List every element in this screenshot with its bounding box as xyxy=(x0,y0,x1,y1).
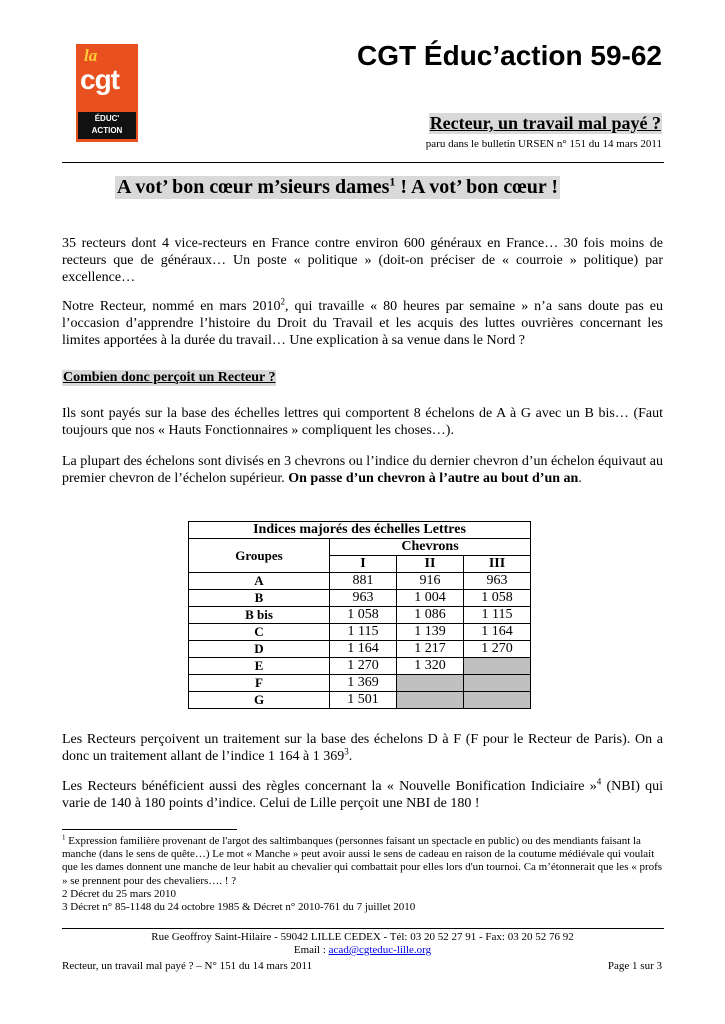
logo-la: la xyxy=(84,46,98,65)
paragraph-1: 35 recteurs dont 4 vice-recteurs en France contre environ 600 généraux en France… 30 fois moins de recteurs que de généraux… Un poste « politique » (doit-on préciser de « courroie » politique) par excellence… xyxy=(62,236,663,286)
col-header: III xyxy=(464,556,531,573)
indices-table xyxy=(188,521,531,709)
section-heading: Combien donc perçoit un Recteur ? xyxy=(63,370,276,385)
header-divider xyxy=(62,162,664,163)
empty-cell xyxy=(464,692,531,709)
table-caption: Indices majorés des échelles Lettres xyxy=(189,522,531,539)
page-number: Page 1 sur 3 xyxy=(607,960,662,972)
table-row: B bis 1 058 1 086 1 115 xyxy=(189,607,531,624)
footnote-ref-4[interactable]: 4 xyxy=(596,776,602,787)
paragraph-6: Les Recteurs bénéficient aussi des règles concernant la « Nouvelle Bonification Indiciaire »$^4$ (NBI) qui varie de 140 à 180 points d’indice. Celui de Lille perçoit une NBI de 180 ! xyxy=(62,776,664,812)
footnote-ref-2[interactable]: 2 xyxy=(280,296,286,307)
footer-doc-title: Recteur, un travail mal payé ? – N° 151 du 14 mars 2011 xyxy=(62,960,313,972)
table-row: E 1 270 1 320 xyxy=(189,658,531,675)
footer-address: Rue Geoffroy Saint-Hilaire - 59042 LILLE CEDEX - Tél: 03 20 52 27 91 - Fax: 03 20 52 76 92 xyxy=(151,931,574,943)
groupes-header: Groupes xyxy=(189,539,330,573)
table-row: F 1 369 xyxy=(189,675,531,692)
footnote-3: 3 Décret n° 85-1148 du 24 octobre 1985 & Décret n° 2010-761 du 7 juillet 2010 xyxy=(62,901,416,913)
paragraph-5: Les Recteurs perçoivent un traitement sur la base des échelons D à F (F pour le Recteur de Paris). On a donc un traitement allant de l’indice 1 164 à 1 $369^3$. xyxy=(62,732,663,765)
empty-cell xyxy=(464,658,531,675)
paragraph-3: Ils sont payés sur la base des échelles lettres qui comportent 8 échelons de A à G avec un B bis… (Faut toujours que nos « Hauts Fonctionnaires » compliquent les choses…). xyxy=(62,406,663,439)
footnote-separator xyxy=(62,829,237,830)
email-link[interactable]: acad@cgteduc-lille.org xyxy=(328,944,432,956)
publication-info: paru dans le bulletin URSEN n° 151 du 14 mars 2011 xyxy=(425,138,662,150)
cgt-logo xyxy=(76,44,138,142)
col-header: II xyxy=(397,556,464,573)
chevrons-header: Chevrons xyxy=(330,539,531,556)
footnote-1: $^1$ Expression familière provenant de l'argot des saltimbanques (personnes faisant un spectacle en public) ou des mendiants faisant la manche (dans le sens de quête…) Le mot « Manche » peut avoir aussi le sens de cadeau en raison de la coutume médiévale qui voulait que les dames donnent une manche de leur habit au chevalier qui combattait pour elles lors d'un tournoi. Ca m’étonnerait que les « profs » se prennent pour des chevaliers…. ! ? xyxy=(62,833,663,887)
footnote-2: 2 Décret du 25 mars 2010 xyxy=(62,888,176,900)
table-row: G 1 501 xyxy=(189,692,531,709)
footnote-ref-3[interactable]: 3 xyxy=(344,746,349,757)
table-row: C 1 115 1 139 1 164 xyxy=(189,624,531,641)
logo-cgt: cgt xyxy=(80,64,119,95)
col-header: I xyxy=(330,556,397,573)
empty-cell xyxy=(397,692,464,709)
logo-educaction: ÉDUC' ACTION xyxy=(78,112,136,139)
empty-cell xyxy=(397,675,464,692)
headline-banner: A vot’ bon cœur m’sieurs dames$^1$ ! A vot’ bon cœur ! xyxy=(117,174,559,198)
footer-email: Email : acad@cgteduc-lille.org xyxy=(293,944,432,956)
footer-divider xyxy=(62,928,664,929)
paragraph-4: La plupart des échelons sont divisés en 3 chevrons ou l’indice du dernier chevron d’un échelon équivaut au premier chevron de l’échelon supérieur. On passe d’un chevron à l’autre au bout d’un an. xyxy=(62,454,663,487)
article-title: Recteur, un travail mal payé ? xyxy=(429,113,661,133)
footnote-ref-1[interactable]: 1 xyxy=(389,174,396,189)
table-row: D 1 164 1 217 1 270 xyxy=(189,641,531,658)
paragraph-2: Notre Recteur, nommé en mars 2010$^2$, qui travaille « 80 heures par semaine » n’a sans doute pas eu l’occasion d’apprendre l’histoire du Droit du Travail et les acquis des luttes ouvrières concernant les limites apportées à la durée du travail… Une explication à sa venue dans le Nord ? xyxy=(62,296,663,349)
table-row: A 881 916 963 xyxy=(189,573,531,590)
table-row: B 963 1 004 1 058 xyxy=(189,590,531,607)
empty-cell xyxy=(464,675,531,692)
page-title: CGT Éduc’action 59-62 xyxy=(357,40,662,71)
